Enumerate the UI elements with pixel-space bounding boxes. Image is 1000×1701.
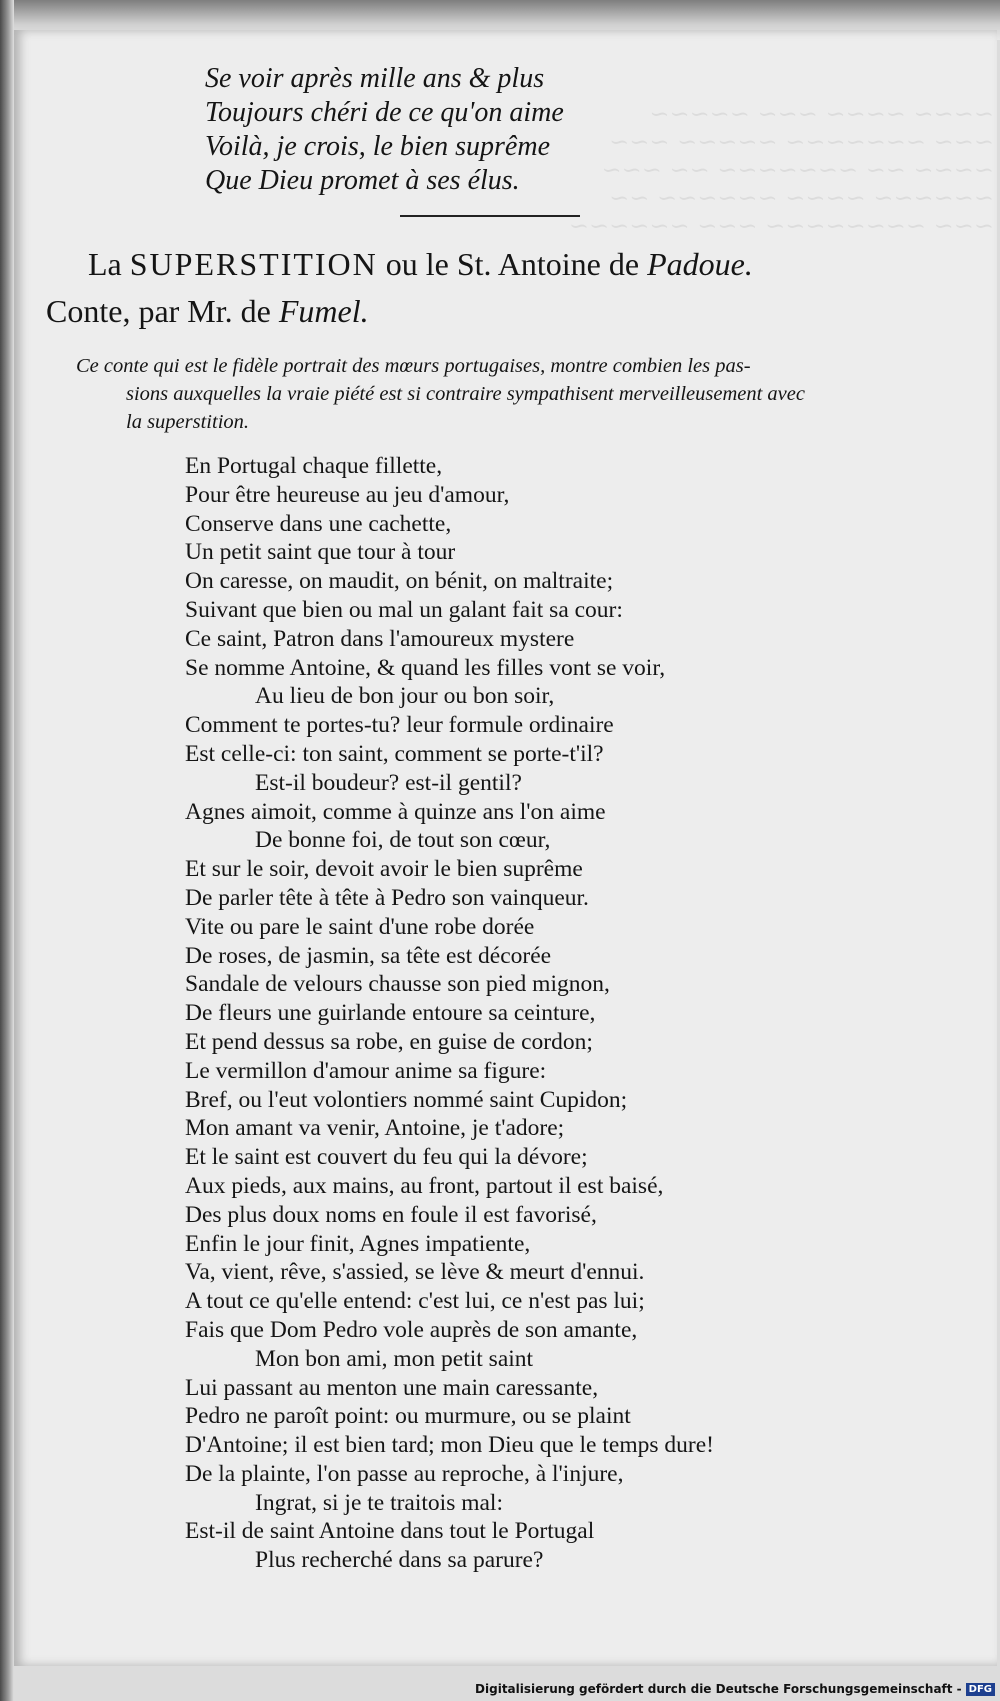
bleed-through-texture: ~~~~ ~~~~ ~~~ ~~~~~ ~~~ ~~~~~~~ ~~~~~ ~~~ ~~~~ ~~ ~~~~~~~ ~~ ~~~ ~~~~~~ ~~~~ ~~~~~~ ~~ ~~~ ~~~~~~~~ ~~~ ~~~~~~ [568,100,994,240]
poem-line: De parler tête à tête à Pedro son vainqueur. [185,884,589,911]
poem-line: Un petit saint que tour à tour [185,539,456,566]
poem-line: Bref, ou l'eut volontiers nommé saint Cupidon; [185,1086,628,1113]
poem-line: D'Antoine; il est bien tard; mon Dieu que le temps dure! [185,1432,714,1459]
poem-line: Ingrat, si je te traitois mal: [255,1489,503,1516]
poem-line: Des plus doux noms en foule il est favorisé, [185,1201,597,1228]
introduction-paragraph [76,352,956,436]
title-caps: SUPERSTITION [129,246,378,282]
poem-line: Vite ou pare le saint d'une robe dorée [185,913,535,940]
poem-line: Le vermillon d'amour anime sa figure: [185,1057,547,1084]
poem-line: On caresse, on maudit, on bénit, on maltraite; [185,568,614,595]
dfg-logo: DFG [966,1683,995,1696]
poem-line: Enfin le jour finit, Agnes impatiente, [185,1230,531,1257]
story-subtitle [46,292,369,330]
intro-line: sions auxquelles la vraie piété est si contraire sympathisent merveilleusement avec [126,383,805,405]
verse-line: Que Dieu promet à ses élus. [205,165,520,196]
poem-line: Sandale de velours chausse son pied mignon, [185,971,610,998]
poem-line: Fais que Dom Pedro vole auprès de son amante, [185,1316,638,1343]
poem-line: Et le saint est couvert du feu qui la dévore; [185,1144,588,1171]
poem-line: De bonne foi, de tout son cœur, [255,827,551,854]
poem-line: Est celle-ci: ton saint, comment se porte-t'il? [185,740,604,767]
poem-line: Plus recherché dans sa parure? [255,1547,544,1574]
subtitle-prefix: Conte, par Mr. de [46,293,279,329]
poem-line: De roses, de jasmin, sa tête est décorée [185,942,552,969]
poem-line: Lui passant au menton une main caressante, [185,1374,599,1401]
poem-line: Ce saint, Patron dans l'amoureux mystere [185,625,575,652]
poem-line: Et sur le soir, devoit avoir le bien suprême [185,856,583,883]
poem-line: Et pend dessus sa robe, en guise de cordon; [185,1028,593,1055]
poem-line: Au lieu de bon jour ou bon soir, [255,683,555,710]
poem-line: Mon amant va venir, Antoine, je t'adore; [185,1115,565,1142]
verse-line: Voilà, je crois, le bien suprême [205,131,551,162]
poem-line: Se nomme Antoine, & quand les filles vont se voir, [185,654,666,681]
verse-line: Se voir après mille ans & plus [205,63,545,94]
poem-line: De fleurs une guirlande entoure sa ceinture, [185,1000,596,1027]
section-divider [400,215,580,217]
intro-line: la superstition. [126,411,250,433]
verse-line: Toujours chéri de ce qu'on aime [205,97,564,128]
poem-line: Pour être heureuse au jeu d'amour, [185,481,510,508]
poem-line: A tout ce qu'elle entend: c'est lui, ce n'est pas lui; [185,1288,645,1315]
credit-text: Digitalisierung gefördert durch die Deutsche Forschungsgemeinschaft - [475,1682,962,1696]
intro-line: Ce conte qui est le fidèle portrait des mœurs portugaises, montre combien les pas- [76,355,751,377]
poem-line: De la plainte, l'on passe au reproche, à l'injure, [185,1460,624,1487]
poem-line: Conserve dans une cachette, [185,510,452,537]
digitization-credit [475,1682,995,1696]
poem-line: En Portugal chaque fillette, [185,453,443,479]
title-middle: ou le St. Antoine de [377,246,648,282]
poem-line: Va, vient, rêve, s'assied, se lève & meurt d'ennui. [185,1259,645,1286]
book-spine-edge [0,0,14,1701]
poem-line: Suivant que bien ou mal un galant fait sa cour: [185,596,623,623]
subtitle-author: Fumel. [278,293,369,329]
title-place: Padoue. [647,246,753,282]
poem-line: Est-il boudeur? est-il gentil? [255,769,522,796]
poem-line: Aux pieds, aux mains, au front, partout il est baisé, [185,1172,664,1199]
poem-line: Mon bon ami, mon petit saint [255,1345,534,1372]
poem-line: Agnes aimoit, comme à quinze ans l'on aime [185,798,606,825]
opening-verse [205,62,564,198]
poem-line: Comment te portes-tu? leur formule ordinaire [185,712,614,739]
poem-body [185,452,714,1575]
poem-line: Est-il de saint Antoine dans tout le Portugal [185,1518,595,1545]
poem-line: Pedro ne paroît point: ou murmure, ou se plaint [185,1403,631,1430]
title-prefix: La [88,246,130,282]
story-title [88,245,753,283]
